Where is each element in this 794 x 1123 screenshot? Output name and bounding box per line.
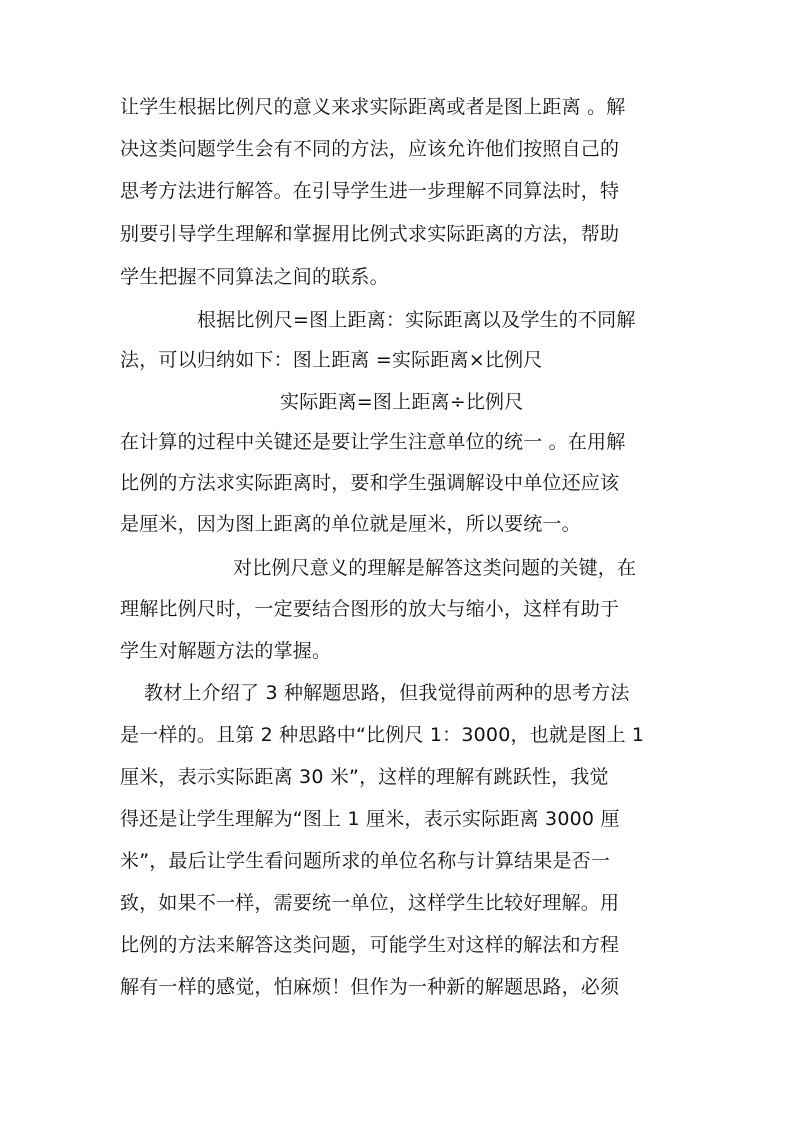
text-line: 决这类问题学生会有不同的方法，应该允许他们按照自己的	[120, 138, 620, 160]
text-line: 致，如果不一样，需要统一单位，这样学生比较好理解。用	[120, 892, 620, 914]
text-line: 在计算的过程中关键还是要让学生注意单位的统一 。在用解	[120, 431, 626, 453]
text-line: 别要引导学生理解和掌握用比例式求实际距离的方法，帮助	[120, 223, 620, 245]
text-line: 解有一样的感觉，怕麻烦！但作为一种新的解题思路，必须	[120, 976, 620, 998]
text-line-indented: 对比例尺意义的理解是解答这类问题的关键，在	[233, 557, 637, 579]
text-line: 学生对解题方法的掌握。	[120, 640, 332, 662]
text-line: 得还是让学生理解为“图上 1 厘米，表示实际距离 3000 厘	[120, 808, 620, 830]
text-line-indented: 根据比例尺=图上距离：实际距离以及学生的不同解	[197, 309, 636, 331]
text-line: 思考方法进行解答。在引导学生进一步理解不同算法时，特	[120, 180, 620, 202]
text-line: 是厘米，因为图上距离的单位就是厘米，所以要统一。	[120, 513, 581, 535]
text-line: 法，可以归纳如下：图上距离 =实际距离×比例尺	[120, 349, 543, 371]
text-line: 理解比例尺时，一定要结合图形的放大与缩小，这样有助于	[120, 598, 620, 620]
text-line: 是一样的。且第 2 种思路中“比例尺 1：3000，也就是图上 1	[120, 724, 645, 746]
formula-line: 实际距离=图上距离÷比例尺	[280, 391, 524, 413]
text-line: 厘米，表示实际距离 30 米”，这样的理解有跳跃性，我觉	[120, 766, 609, 788]
text-line: 米”，最后让学生看问题所求的单位名称与计算结果是否一	[120, 850, 611, 872]
text-line: 让学生根据比例尺的意义来求实际距离或者是图上距离 。解	[120, 96, 626, 118]
text-line: 比例的方法求实际距离时，要和学生强调解设中单位还应该	[120, 472, 620, 494]
text-line: 学生把握不同算法之间的联系。	[120, 266, 389, 288]
text-line-indented: 教材上介绍了 3 种解题思路，但我觉得前两种的思考方法	[144, 682, 630, 704]
text-line: 比例的方法来解答这类问题，可能学生对这样的解法和方程	[120, 934, 620, 956]
